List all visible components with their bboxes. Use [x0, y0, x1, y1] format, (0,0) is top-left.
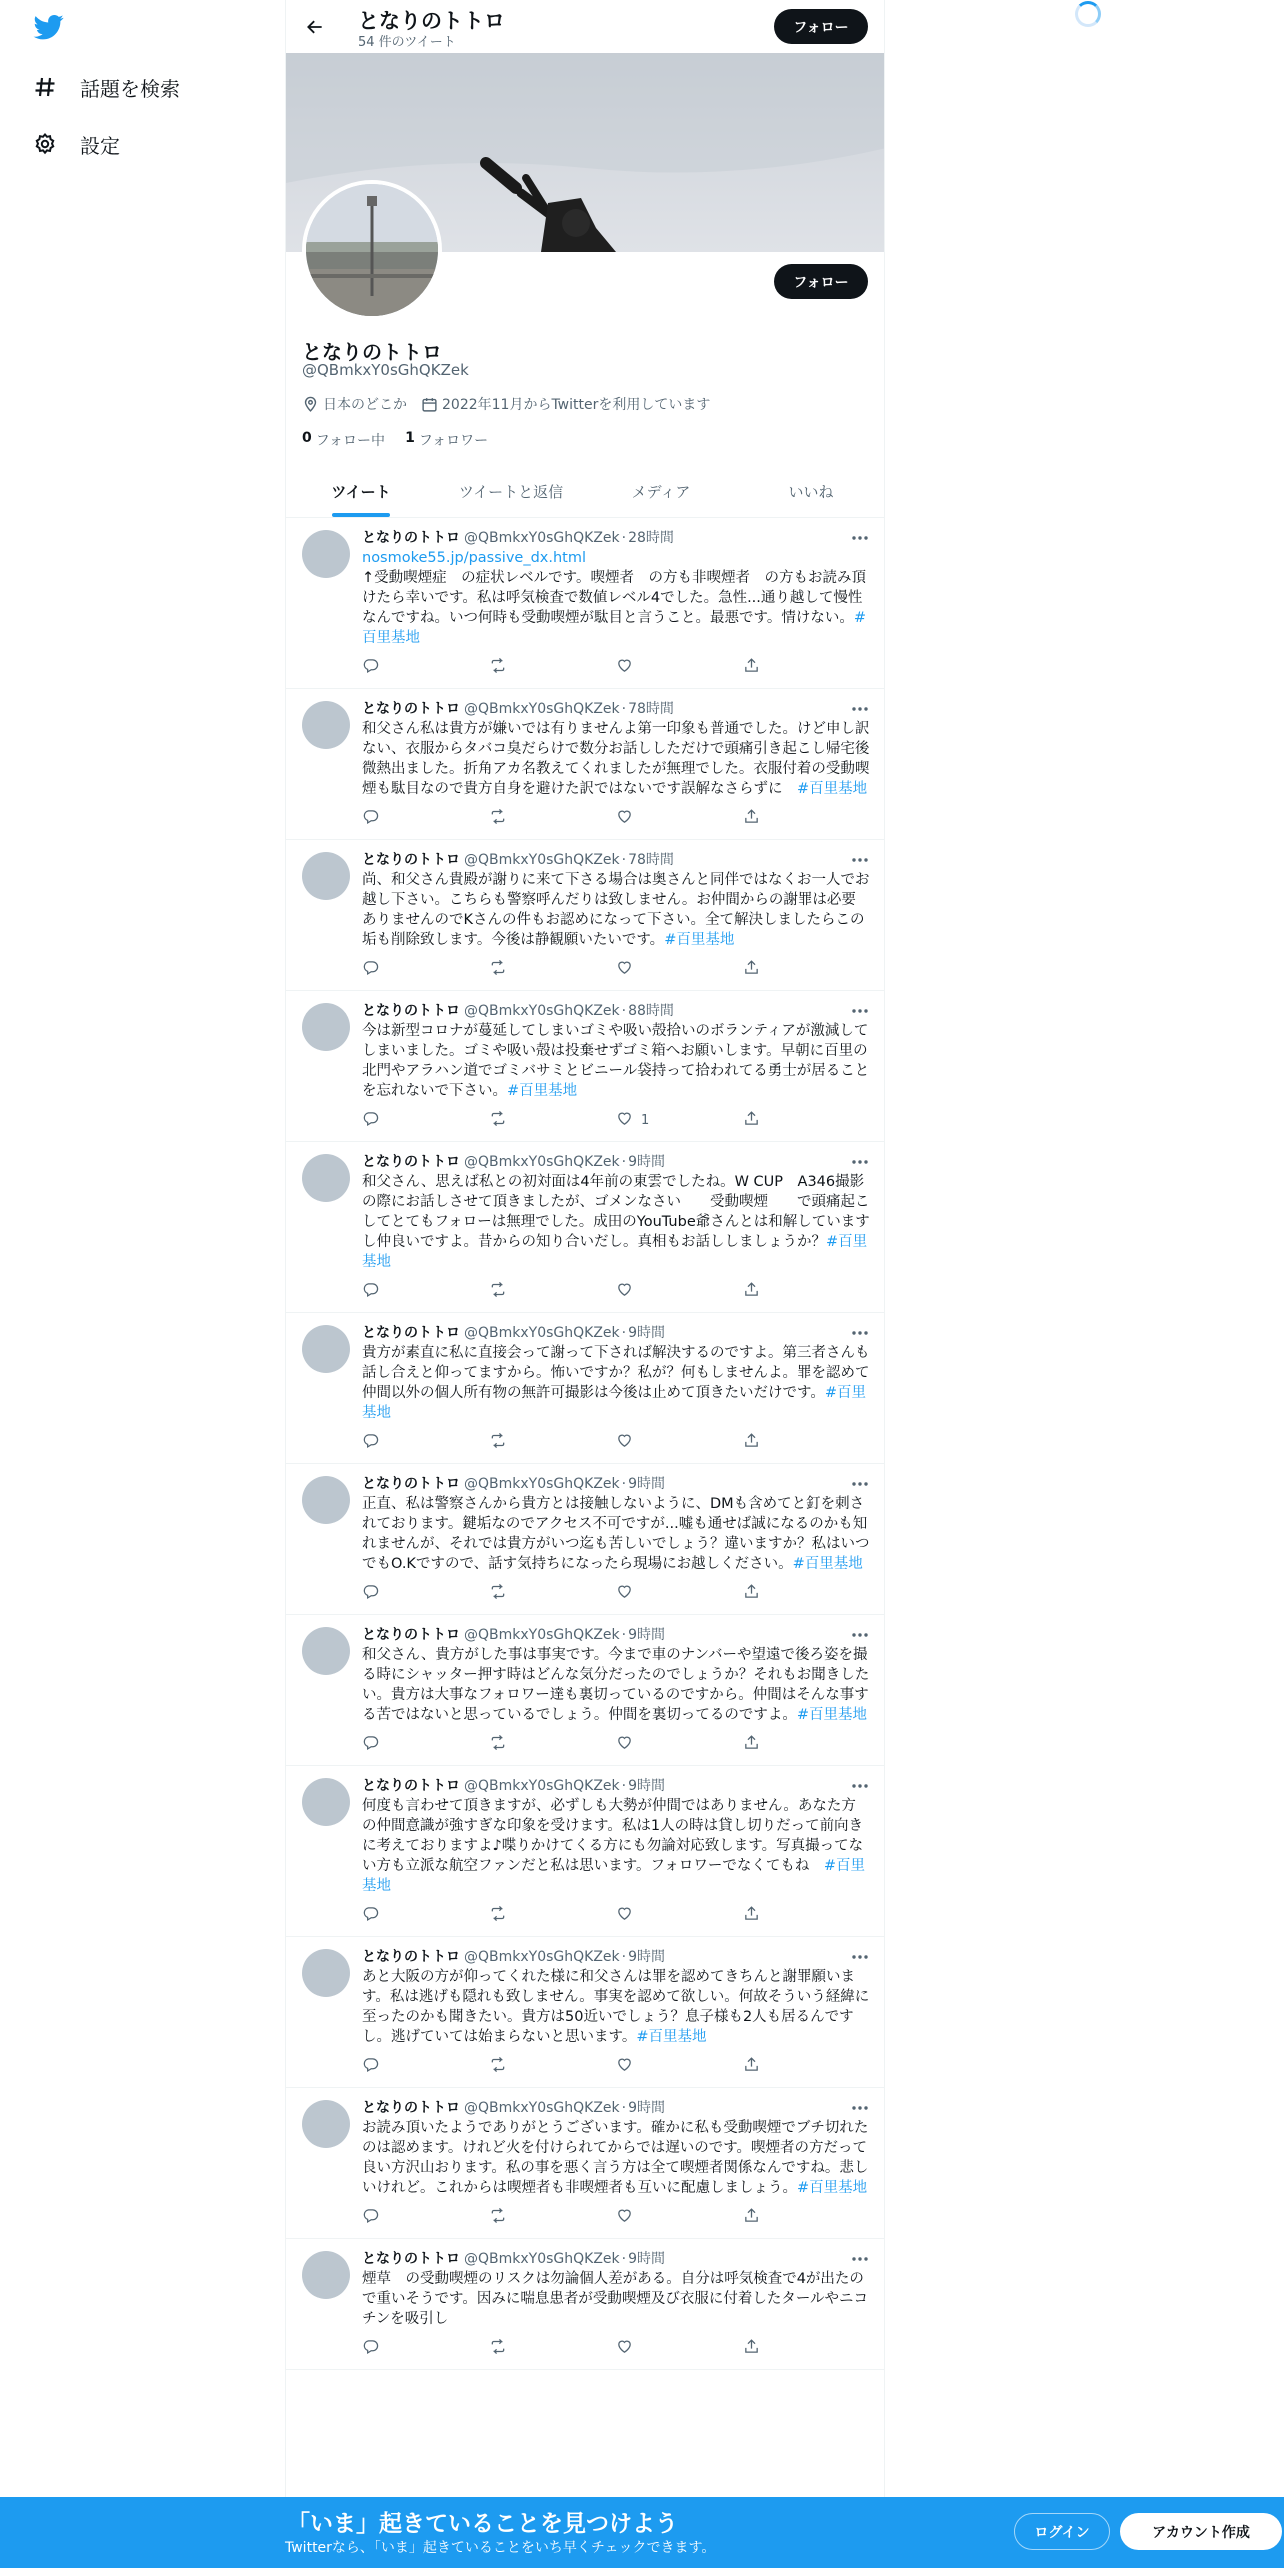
retweet-icon: [489, 1583, 515, 1604]
more-options-icon[interactable]: [850, 1778, 870, 1794]
nav-settings-label: 設定: [80, 133, 120, 158]
share-button[interactable]: [743, 2056, 870, 2077]
reply-icon: [362, 1281, 387, 1302]
tweet-avatar[interactable]: [302, 1476, 350, 1524]
reply-icon: [362, 1432, 387, 1453]
more-options-icon[interactable]: [850, 1476, 870, 1492]
tweet-author-handle[interactable]: @QBmkxY0sGhQKZek: [464, 1627, 620, 1643]
retweet-icon: [489, 808, 515, 829]
like-button[interactable]: [616, 808, 743, 829]
profile-joined-text: 2022年11月からTwitterを利用しています: [442, 397, 711, 413]
tweet-body: 今は新型コロナが蔓延してしまいゴミや吸い殻拾いのボランティアが激減してしまいました。ゴミや吸い殻は投棄せずゴミ箱へお願いします。早朝に百里の北門やアラハン道でゴミバサミとビニール袋持って拾われてる勇士が居ることを忘れないで下さい。: [362, 1023, 870, 1099]
heart-icon: [616, 1734, 641, 1755]
share-button[interactable]: [743, 1905, 870, 1926]
tab-likes[interactable]: いいね: [788, 483, 834, 501]
reply-icon: [362, 1583, 387, 1604]
profile-location: [302, 394, 407, 414]
tweet-header: [362, 1625, 870, 1645]
header-follow-button[interactable]: フォロー: [774, 9, 868, 44]
tweet-text: [362, 1645, 870, 1725]
reply-button[interactable]: [362, 1905, 489, 1926]
tweet-author-name[interactable]: となりのトトロ: [362, 701, 460, 717]
tweet-text: [362, 1172, 870, 1272]
like-button[interactable]: [616, 1905, 743, 1926]
tweet-header: [362, 1776, 870, 1796]
tweet-body: お読み頂いたようでありがとうございます。確かに私も受動喫煙でブチ切れたのは認めます。けれど火を付けられてからでは遅いのです。喫煙者の方だって良い方沢山おります。私の事を悪く言う方は全て喫煙者関係なんですね。悲しいけれど。これからは喫煙者も非喫煙者も互いに配慮しましょう。: [362, 2120, 869, 2196]
tweet-separator: ·: [621, 2251, 627, 2267]
tweet-hashtag[interactable]: #百里基地: [362, 1234, 868, 1270]
reply-button[interactable]: [362, 1583, 489, 1604]
tweet-avatar[interactable]: [302, 701, 350, 749]
like-button[interactable]: [616, 959, 743, 980]
tweet-actions: [362, 2206, 870, 2228]
retweet-button[interactable]: [489, 1281, 616, 1302]
tweet-text: [362, 1967, 870, 2047]
tweet-link[interactable]: nosmoke55.jp/passive_dx.html: [362, 550, 586, 566]
followers-count: 1: [405, 430, 415, 446]
tweet-text: [362, 2118, 870, 2198]
more-options-icon[interactable]: [850, 1325, 870, 1341]
reply-icon: [362, 959, 387, 980]
share-button[interactable]: [743, 1281, 870, 1302]
tweet[interactable]: [286, 518, 885, 689]
tweet-actions: [362, 1582, 870, 1604]
share-icon: [743, 2338, 768, 2359]
tweet-author-name[interactable]: となりのトトロ: [362, 2251, 460, 2267]
nav-explore-label: 話題を検索: [80, 76, 180, 101]
header-title: となりのトトロ: [358, 9, 505, 33]
share-button[interactable]: [743, 1432, 870, 1453]
like-button[interactable]: [616, 1583, 743, 1604]
heart-icon: [616, 2207, 641, 2228]
tweet-separator: ·: [621, 701, 627, 717]
heart-icon: [616, 808, 641, 829]
tweet-header: [362, 2098, 870, 2118]
share-icon: [743, 1905, 768, 1926]
tweet-body: 何度も言わせて頂きますが、必ずしも大勢が仲間ではありません。あなた方の仲間意識が強すぎな印象を受けます。私は1人の時は貸し切りだって前向きに考えておりますよ♪喋りかけてくる方にも勿論対応致します。写真撮ってない方も立派な航空ファンだと私は思います。フォロワーでなくてもね: [362, 1798, 864, 1874]
tweet-author-handle[interactable]: @QBmkxY0sGhQKZek: [464, 852, 620, 868]
more-options-icon[interactable]: [850, 701, 870, 717]
tweet-list: [286, 518, 885, 2370]
tweet-hashtag[interactable]: #百里基地: [507, 1083, 578, 1099]
profile-handle: @QBmkxY0sGhQKZek: [302, 361, 469, 379]
tweet-header: [362, 528, 870, 548]
like-button[interactable]: [616, 657, 743, 678]
tweet[interactable]: [286, 1615, 885, 1766]
more-options-icon[interactable]: [850, 2100, 870, 2116]
tweet-timestamp[interactable]: 9時間: [628, 2251, 666, 2267]
tweet-actions: [362, 1904, 870, 1926]
tweet-text: [362, 870, 870, 950]
retweet-button[interactable]: [489, 808, 616, 829]
tweet-header: [362, 699, 870, 719]
share-icon: [743, 1281, 768, 1302]
share-button[interactable]: [743, 808, 870, 829]
tweet-header: [362, 850, 870, 870]
signup-banner: [0, 2497, 1284, 2568]
tweet-actions: [362, 2055, 870, 2077]
tab-tweets-and-replies[interactable]: ツイートと返信: [458, 483, 564, 501]
tweet-author-handle[interactable]: @QBmkxY0sGhQKZek: [464, 1476, 620, 1492]
tweet-timestamp[interactable]: 9時間: [628, 1949, 666, 1965]
profile-meta: [302, 394, 724, 414]
retweet-button[interactable]: [489, 2056, 616, 2077]
tweet-text: [362, 1796, 870, 1896]
reply-button[interactable]: [362, 2338, 489, 2359]
reply-icon: [362, 2338, 387, 2359]
retweet-button[interactable]: [489, 657, 616, 678]
tweet-actions: [362, 958, 870, 980]
share-icon: [743, 1583, 768, 1604]
tweet-actions: [362, 656, 870, 678]
following-count: 0: [302, 430, 312, 446]
profile-follow-stats: [302, 430, 508, 450]
tweet-avatar[interactable]: [302, 1325, 350, 1373]
reply-button[interactable]: [362, 2207, 489, 2228]
retweet-button[interactable]: [489, 2207, 616, 2228]
tweet[interactable]: [286, 2088, 885, 2239]
twitter-logo-icon[interactable]: [32, 12, 66, 46]
retweet-icon: [489, 2338, 515, 2359]
heart-icon: [616, 1281, 641, 1302]
tweet-author-name[interactable]: となりのトトロ: [362, 1627, 460, 1643]
like-button[interactable]: [616, 2056, 743, 2077]
tweet-author-handle[interactable]: @QBmkxY0sGhQKZek: [464, 701, 620, 717]
profile-tabs: [286, 466, 885, 518]
share-icon: [743, 657, 768, 678]
reply-icon: [362, 2207, 387, 2228]
profile-header-bar: [286, 0, 885, 53]
login-button[interactable]: ログイン: [1014, 2513, 1110, 2550]
tweet-actions: [362, 1109, 870, 1131]
share-button[interactable]: [743, 959, 870, 980]
calendar-icon: [421, 396, 438, 413]
tweet-body: 和父さん、貴方がした事は事実です。今まで車のナンバーや望遠で後ろ姿を撮る時にシャッター押す時はどんな気分だったのでしょうか？それもお聞きしたい。貴方は大事なフォロワー達も裏切っているのですから。仲間はそんな事する苦ではないと思っているでしょう。仲間を裏切ってるのですよ。: [362, 1647, 870, 1723]
profile-joined: [421, 394, 710, 414]
tweet[interactable]: [286, 1937, 885, 2088]
share-icon: [743, 959, 768, 980]
tweet-avatar[interactable]: [302, 1003, 350, 1051]
tweet-actions: [362, 1280, 870, 1302]
tweet-header: [362, 1474, 870, 1494]
tweet[interactable]: [286, 991, 885, 1142]
tweet-timestamp[interactable]: 28時間: [628, 530, 674, 546]
main-column: [285, 0, 885, 2568]
nav-settings[interactable]: [32, 124, 120, 164]
tweet-header: [362, 1152, 870, 1172]
more-options-icon[interactable]: [850, 1949, 870, 1965]
tweet-author-name[interactable]: となりのトトロ: [362, 1476, 460, 1492]
retweet-button[interactable]: [489, 1583, 616, 1604]
tweet-avatar[interactable]: [302, 1627, 350, 1675]
tweet-avatar[interactable]: [302, 2251, 350, 2299]
tab-tweets[interactable]: ツイート: [286, 466, 436, 517]
retweet-icon: [489, 2056, 515, 2077]
tweet-timestamp[interactable]: 9時間: [628, 2100, 666, 2116]
tweet-separator: ·: [621, 1325, 627, 1341]
followers-link[interactable]: [405, 430, 488, 450]
share-button[interactable]: [743, 2207, 870, 2228]
tweet-separator: ·: [621, 1778, 627, 1794]
share-button[interactable]: [743, 1583, 870, 1604]
heart-icon: [616, 657, 641, 678]
left-nav: [0, 0, 285, 2568]
tweet-hashtag[interactable]: #百里基地: [636, 2029, 707, 2045]
retweet-icon: [489, 1734, 515, 1755]
like-button[interactable]: [616, 1734, 743, 1755]
share-icon: [743, 1110, 768, 1131]
more-options-icon[interactable]: [850, 2251, 870, 2267]
tweet-author-name[interactable]: となりのトトロ: [362, 852, 460, 868]
share-button[interactable]: [743, 1734, 870, 1755]
nav-explore[interactable]: [32, 67, 180, 107]
tweet-author-handle[interactable]: @QBmkxY0sGhQKZek: [464, 2251, 620, 2267]
retweet-button[interactable]: [489, 1110, 616, 1131]
tweet-hashtag[interactable]: #百里基地: [796, 1707, 868, 1723]
tweet-avatar[interactable]: [302, 1778, 350, 1826]
tweet-timestamp[interactable]: 9時間: [628, 1476, 666, 1492]
location-pin-icon: [302, 396, 319, 413]
tweet-author-handle[interactable]: @QBmkxY0sGhQKZek: [464, 1778, 620, 1794]
reply-icon: [362, 1905, 387, 1926]
tweet-header: [362, 2249, 870, 2269]
retweet-button[interactable]: [489, 959, 616, 980]
retweet-icon: [489, 2207, 515, 2228]
tweet-author-handle[interactable]: @QBmkxY0sGhQKZek: [464, 1949, 620, 1965]
retweet-icon: [489, 1281, 515, 1302]
tweet-author-handle[interactable]: @QBmkxY0sGhQKZek: [464, 2100, 620, 2116]
more-options-icon[interactable]: [850, 1154, 870, 1170]
tweet-text: [362, 1494, 870, 1574]
tweet-author-handle[interactable]: @QBmkxY0sGhQKZek: [464, 530, 620, 546]
tweet-body: 煙草 の受動喫煙のリスクは勿論個人差がある。自分は呼気検査で4が出たので重いそうです。因みに喘息患者が受動喫煙及び衣服に付着したタールやニコチンを吸引し: [362, 2271, 869, 2327]
tweet-avatar[interactable]: [302, 852, 350, 900]
profile-avatar[interactable]: [302, 180, 442, 320]
tweet-hashtag[interactable]: #百里基地: [792, 1556, 863, 1572]
tweet-actions: [362, 2337, 870, 2359]
signup-button[interactable]: アカウント作成: [1120, 2513, 1282, 2550]
tweet[interactable]: [286, 1766, 885, 1937]
tweet-text: [362, 1343, 870, 1423]
following-label: フォロー中: [315, 433, 386, 449]
reply-icon: [362, 1110, 387, 1131]
tweet-separator: ·: [621, 852, 627, 868]
tweet[interactable]: [286, 689, 885, 840]
more-options-icon[interactable]: [850, 852, 870, 868]
heart-icon: [616, 1432, 641, 1453]
reply-button[interactable]: [362, 1110, 489, 1131]
like-button[interactable]: [616, 2338, 743, 2359]
tweet[interactable]: [286, 1464, 885, 1615]
retweet-icon: [489, 1432, 515, 1453]
avatar-photo: [306, 184, 438, 316]
reply-icon: [362, 657, 387, 678]
retweet-button[interactable]: [489, 1734, 616, 1755]
loading-spinner-icon: [1075, 1, 1101, 27]
tweet-header: [362, 1947, 870, 1967]
tweet-author-name[interactable]: となりのトトロ: [362, 1949, 460, 1965]
tweet-avatar[interactable]: [302, 2100, 350, 2148]
tweet-separator: ·: [621, 1154, 627, 1170]
tweet-actions: [362, 1431, 870, 1453]
retweet-button[interactable]: [489, 1905, 616, 1926]
like-button[interactable]: [616, 1281, 743, 1302]
heart-icon: [616, 2338, 641, 2359]
tweet-body: 貴方が素直に私に直接会って謝って下されば解決するのですよ。第三者さんも話し合えと仰ってますから。怖いですか？私が？何もしませんよ。罪を認めて仲間以外の個人所有物の無許可撮影は今後は止めて頂きたいだけです。: [362, 1345, 870, 1401]
tweet-author-handle[interactable]: @QBmkxY0sGhQKZek: [464, 1003, 620, 1019]
share-button[interactable]: [743, 657, 870, 678]
like-count: 1: [641, 1112, 650, 1128]
reply-button[interactable]: [362, 1432, 489, 1453]
tweet[interactable]: [286, 840, 885, 991]
retweet-icon: [489, 657, 515, 678]
tweet-timestamp[interactable]: 9時間: [628, 1154, 666, 1170]
profile-name: となりのトトロ: [302, 340, 442, 364]
signup-banner-subtitle: Twitterなら、「いま」起きていることをいち早くチェックできます。: [285, 2540, 716, 2556]
tweet-timestamp[interactable]: 9時間: [628, 1778, 666, 1794]
reply-button[interactable]: [362, 808, 489, 829]
tweet-separator: ·: [621, 1627, 627, 1643]
heart-icon: [616, 1110, 641, 1131]
tweet-author-name[interactable]: となりのトトロ: [362, 1154, 460, 1170]
tweet-author-handle[interactable]: @QBmkxY0sGhQKZek: [464, 1154, 620, 1170]
tab-media[interactable]: メディア: [631, 483, 691, 501]
retweet-button[interactable]: [489, 1432, 616, 1453]
tweet-timestamp[interactable]: 9時間: [628, 1325, 666, 1341]
followers-label: フォロワー: [418, 433, 489, 449]
tweet-separator: ·: [621, 530, 627, 546]
share-icon: [743, 1734, 768, 1755]
share-icon: [743, 2056, 768, 2077]
tweet-timestamp[interactable]: 9時間: [628, 1627, 666, 1643]
tweet-header: [362, 1001, 870, 1021]
heart-icon: [616, 959, 641, 980]
tweet-text: [362, 2269, 870, 2329]
share-icon: [743, 1432, 768, 1453]
more-options-icon[interactable]: [850, 1627, 870, 1643]
tweet-header: [362, 1323, 870, 1343]
tweet-author-name[interactable]: となりのトトロ: [362, 1778, 460, 1794]
tweet-actions: [362, 1733, 870, 1755]
header-tweet-count: 54 件のツイート: [358, 35, 456, 50]
tweet-actions: [362, 807, 870, 829]
heart-icon: [616, 1905, 641, 1926]
tweet-author-name[interactable]: となりのトトロ: [362, 1003, 460, 1019]
tweet-hashtag[interactable]: #百里基地: [362, 1385, 866, 1421]
tweet-text: [362, 719, 870, 799]
tweet-avatar[interactable]: [302, 530, 350, 578]
reply-button[interactable]: [362, 1734, 489, 1755]
heart-icon: [616, 2056, 641, 2077]
more-options-icon[interactable]: [850, 1003, 870, 1019]
tweet-hashtag[interactable]: #百里基地: [362, 1858, 865, 1894]
retweet-icon: [489, 1110, 515, 1131]
tweet-body: あと大阪の方が仰ってくれた様に和父さんは罪を認めてきちんと謝罪願います。私は逃げも隠れも致しません。事実を認めて欲しい。何故そういう経緯に至ったのかも聞きたい。貴方は50近いでしょう？息子様も2人も居るんですし。逃げていては始まらないと思います。: [362, 1969, 870, 2045]
share-button[interactable]: [743, 2338, 870, 2359]
reply-button[interactable]: [362, 959, 489, 980]
tweet-body: 正直、私は警察さんから貴方とは接触しないように、DMも含めてと釘を刺されております。鍵垢なのでアクセス不可ですが...嘘も通せば誠になるのかも知れませんが、それでは貴方がいつ迄も苦しいでしょう？違いますか？私はいつでもO.Kですので、話す気持ちになったら現場にお越しください。: [362, 1496, 870, 1572]
tweet-body: ↑受動喫煙症 の症状レベルです。喫煙者 の方も非喫煙者 の方もお読み頂けたら幸いです。私は呼気検査で数値レベル4でした。急性...通り越して慢性なんですね。いつ何時も受動喫煙が駄目と言うこと。最悪です。情けない。: [362, 570, 866, 626]
like-button[interactable]: [616, 1110, 743, 1131]
gear-icon: [32, 131, 58, 157]
tweet-timestamp[interactable]: 78時間: [628, 701, 674, 717]
tweet-separator: ·: [621, 1003, 627, 1019]
reply-icon: [362, 2056, 387, 2077]
reply-icon: [362, 1734, 387, 1755]
heart-icon: [616, 1583, 641, 1604]
share-button[interactable]: [743, 1110, 870, 1131]
tweet[interactable]: [286, 1313, 885, 1464]
reply-button[interactable]: [362, 657, 489, 678]
retweet-icon: [489, 1905, 515, 1926]
tweet-body: 和父さん、思えば私との初対面は4年前の東雲でしたね。W CUP A346撮影の際にお話しさせて頂きましたが、ゴメンなさい 受動喫煙 で頭痛起こしてとてもフォローは無理でした。成田のYouTube爺さんとは和解していますし仲良いですよ。昔からの知り合いだし。真相もお話ししましょうか？: [362, 1174, 870, 1250]
hashtag-icon: [32, 74, 58, 100]
tweet-author-name[interactable]: となりのトトロ: [362, 530, 460, 546]
following-link[interactable]: [302, 430, 385, 450]
tweet-hashtag[interactable]: #百里基地: [362, 610, 866, 646]
tweet-hashtag[interactable]: #百里基地: [797, 781, 868, 797]
reply-button[interactable]: [362, 2056, 489, 2077]
tweet-hashtag[interactable]: #百里基地: [664, 932, 735, 948]
tweet-text: [362, 548, 870, 648]
tweet-author-handle[interactable]: @QBmkxY0sGhQKZek: [464, 1325, 620, 1341]
tweet-separator: ·: [621, 2100, 627, 2116]
tweet-hashtag[interactable]: #百里基地: [797, 2180, 868, 2196]
tweet-author-name[interactable]: となりのトトロ: [362, 1325, 460, 1341]
tweet-timestamp[interactable]: 78時間: [628, 852, 674, 868]
tweet-body: 尚、和父さん貴殿が謝りに来て下さる場合は奥さんと同伴ではなくお一人でお越し下さい。こちらも警察呼んだりは致しません。お仲間からの謝罪は必要ありませんのでKさんの件もお認めになって下さい。全て解決しましたらこの垢も削除致します。今後は静観願いたいです。: [362, 872, 870, 948]
more-options-icon[interactable]: [850, 530, 870, 546]
tweet-avatar[interactable]: [302, 1949, 350, 1997]
retweet-icon: [489, 959, 515, 980]
share-icon: [743, 2207, 768, 2228]
like-button[interactable]: [616, 2207, 743, 2228]
tweet-separator: ·: [621, 1949, 627, 1965]
profile-follow-button[interactable]: フォロー: [774, 264, 868, 299]
tweet[interactable]: [286, 1142, 885, 1313]
tweet-separator: ·: [621, 1476, 627, 1492]
share-icon: [743, 808, 768, 829]
tweet-text: [362, 1021, 870, 1101]
signup-banner-title: 「いま」起きていることを見つけよう: [287, 2511, 678, 2537]
back-arrow-icon[interactable]: [298, 10, 332, 44]
reply-button[interactable]: [362, 1281, 489, 1302]
tweet-author-name[interactable]: となりのトトロ: [362, 2100, 460, 2116]
tweet-avatar[interactable]: [302, 1154, 350, 1202]
retweet-button[interactable]: [489, 2338, 616, 2359]
profile-location-text: 日本のどこか: [323, 397, 407, 413]
like-button[interactable]: [616, 1432, 743, 1453]
tweet-body: 和父さん私は貴方が嫌いでは有りませんよ第一印象も普通でした。けど申し訳ない、衣服からタバコ臭だらけで数分お話ししただけで頭痛引き起こし帰宅後微熱出ました。折角アカ名教えてくれましたが無理でした。衣服付着の受動喫煙も駄目なので貴方自身を避けた訳ではないです誤解なさらずに: [362, 721, 870, 797]
reply-icon: [362, 808, 387, 829]
tweet-timestamp[interactable]: 88時間: [628, 1003, 674, 1019]
tweet[interactable]: [286, 2239, 885, 2370]
